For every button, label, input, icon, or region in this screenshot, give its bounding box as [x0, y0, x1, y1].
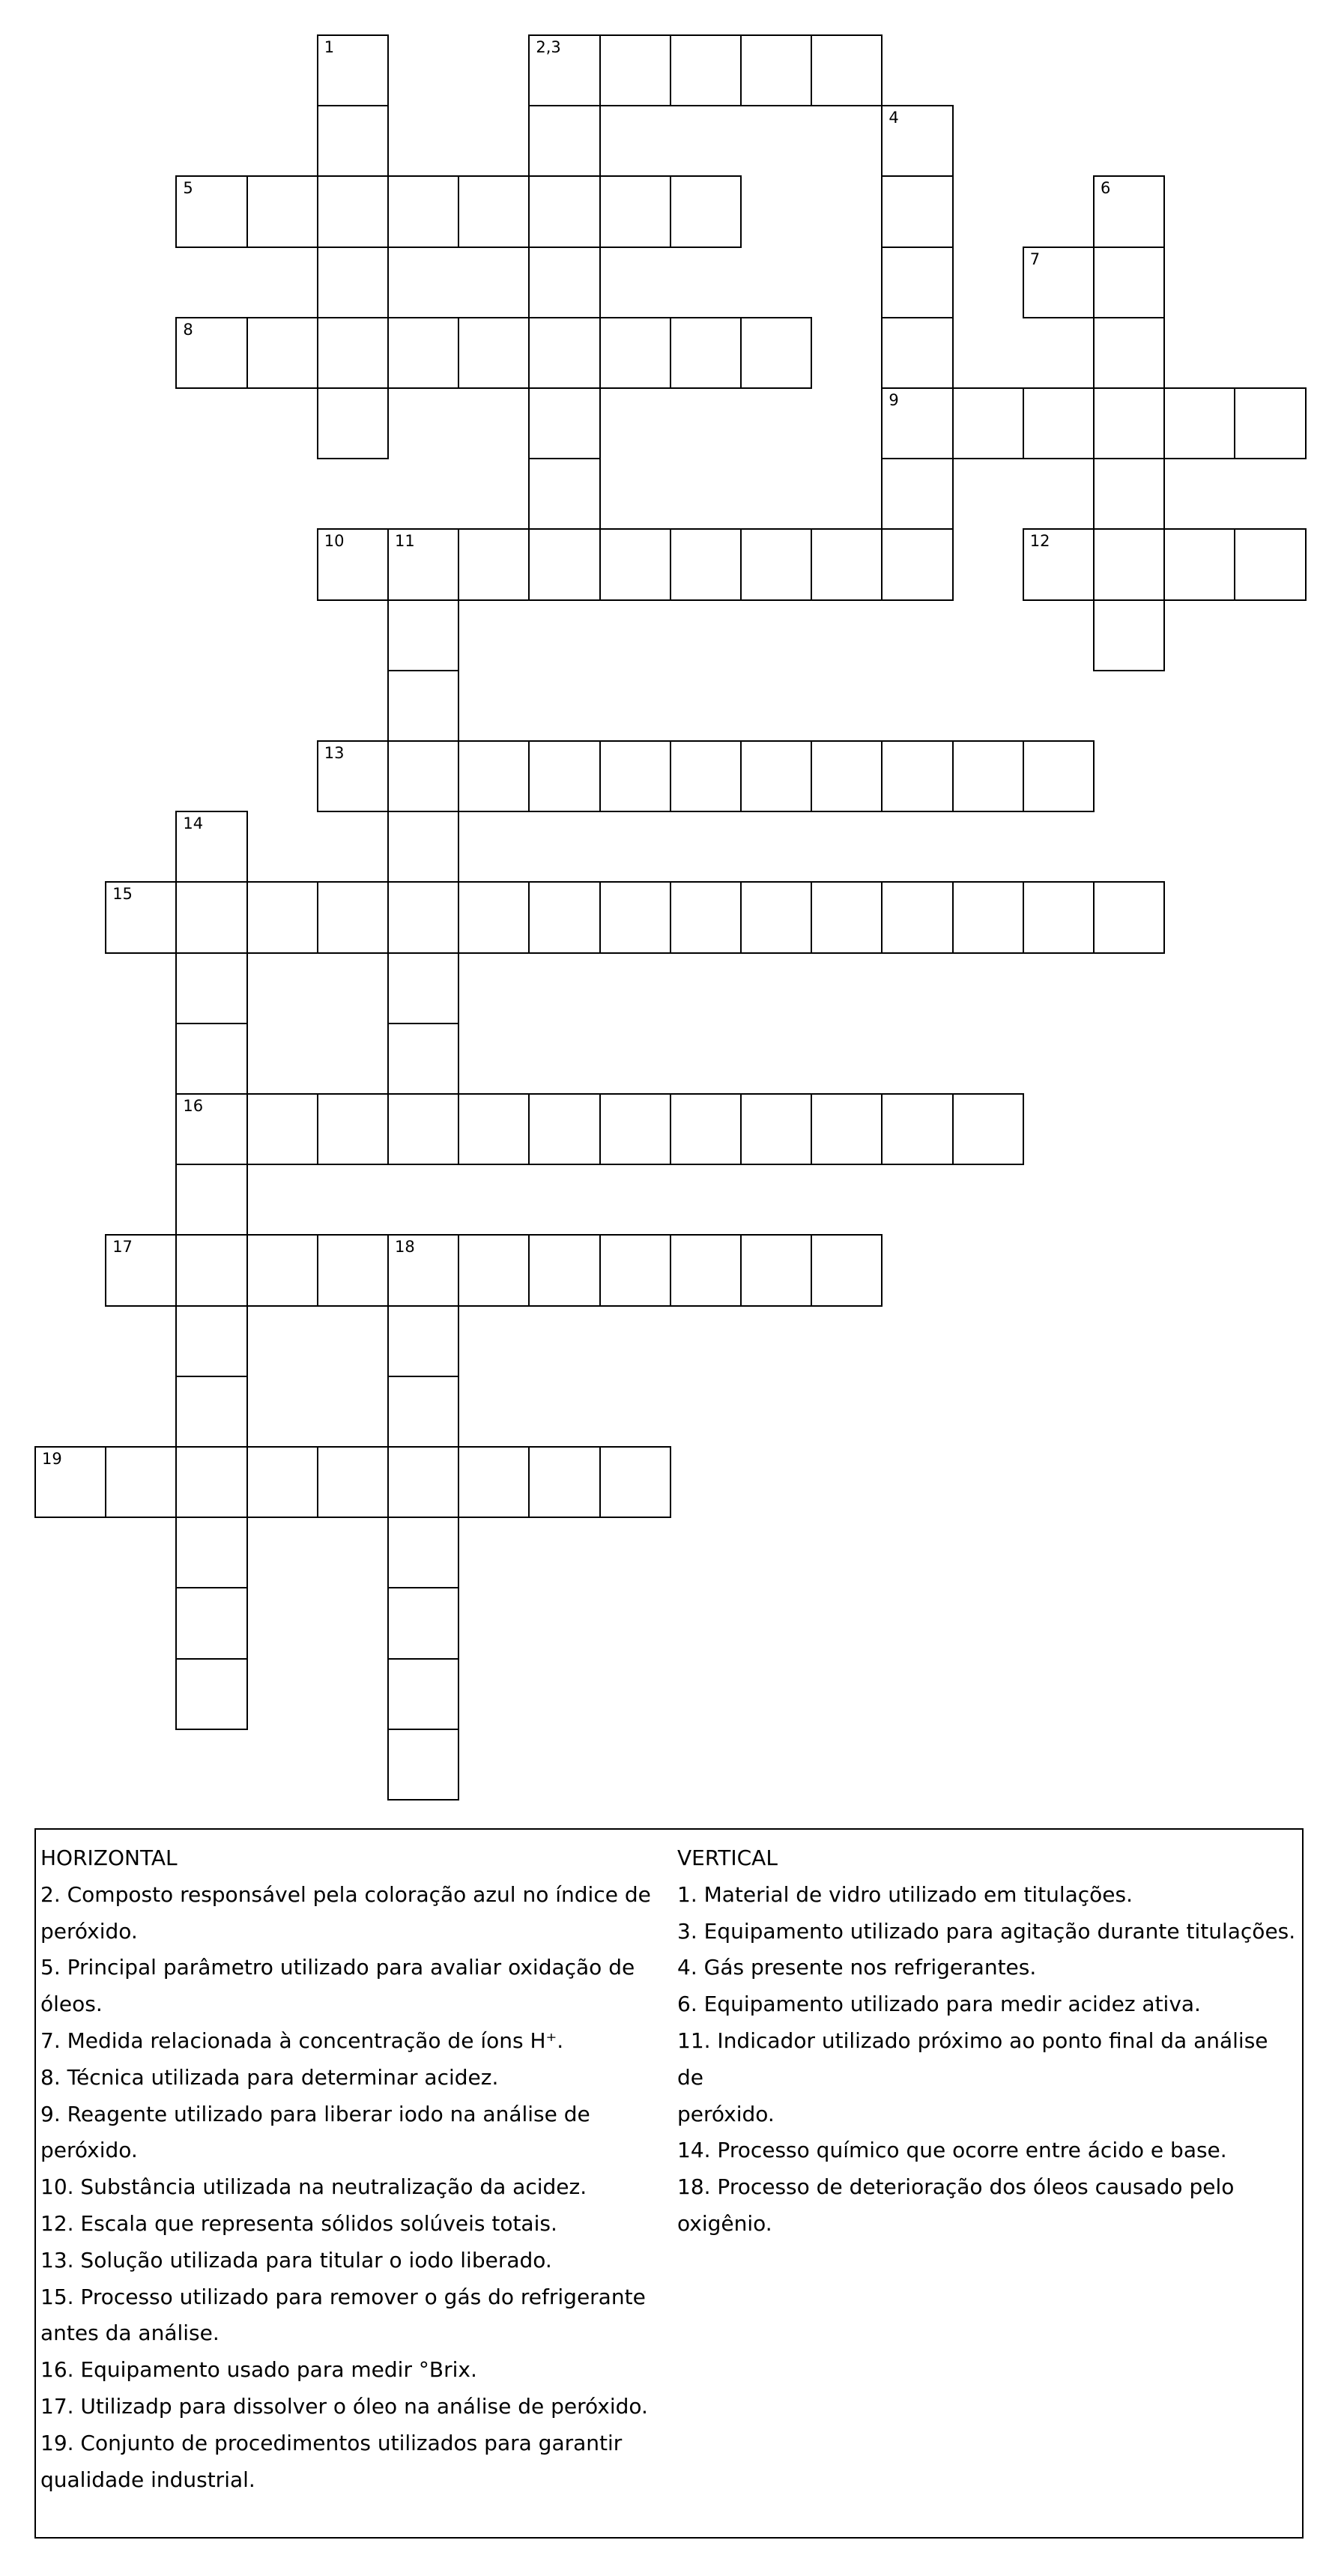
- horizontal-clue-line: 17. Utilizadp para dissolver o óleo na análise de peróxido.: [40, 2393, 648, 2419]
- crossword-cell[interactable]: [387, 952, 459, 1024]
- crossword-cell[interactable]: [670, 1234, 742, 1306]
- crossword-cell[interactable]: [458, 1234, 530, 1306]
- crossword-cell[interactable]: [175, 1164, 247, 1236]
- crossword-cell[interactable]: [1093, 387, 1165, 459]
- crossword-cell[interactable]: [175, 1234, 247, 1306]
- crossword-cell[interactable]: [458, 317, 530, 389]
- clues-box: [34, 1828, 1304, 2539]
- vertical-clue-line: 18. Processo de deterioração dos óleos causado pelo: [677, 2174, 1235, 2200]
- crossword-cell[interactable]: [599, 34, 671, 106]
- clue-number: 8: [183, 320, 193, 339]
- crossword-cell[interactable]: [387, 1093, 459, 1165]
- crossword-cell[interactable]: [175, 1093, 247, 1165]
- vertical-clue-line: 3. Equipamento utilizado para agitação durante titulações.: [677, 1918, 1296, 1944]
- crossword-cell[interactable]: [1023, 881, 1095, 953]
- clue-number: 19: [42, 1450, 62, 1468]
- crossword-cell[interactable]: [952, 1093, 1024, 1165]
- crossword-cell[interactable]: [1093, 599, 1165, 671]
- crossword-cell[interactable]: [317, 1446, 389, 1518]
- crossword-cell[interactable]: [387, 881, 459, 953]
- crossword-cell[interactable]: [387, 1446, 459, 1518]
- crossword-cell[interactable]: [881, 105, 953, 177]
- crossword-cell[interactable]: [387, 1658, 459, 1730]
- crossword-cell[interactable]: [528, 458, 600, 530]
- crossword-cell[interactable]: [458, 740, 530, 812]
- vertical-clue-line: 1. Material de vidro utilizado em titulações.: [677, 1881, 1133, 1907]
- crossword-cell[interactable]: [317, 528, 389, 600]
- crossword-cell[interactable]: [599, 740, 671, 812]
- crossword-cell[interactable]: [317, 387, 389, 459]
- crossword-cell[interactable]: [599, 175, 671, 247]
- crossword-cell[interactable]: [387, 317, 459, 389]
- crossword-cell[interactable]: [387, 528, 459, 600]
- clue-number: 17: [112, 1238, 133, 1257]
- crossword-cell[interactable]: [599, 528, 671, 600]
- crossword-cell[interactable]: [670, 175, 742, 247]
- crossword-cell[interactable]: [175, 952, 247, 1024]
- clue-number: 9: [889, 391, 899, 409]
- clue-number: 14: [183, 814, 204, 833]
- crossword-cell[interactable]: [1093, 881, 1165, 953]
- crossword-cell[interactable]: [246, 881, 318, 953]
- crossword-cell[interactable]: [881, 317, 953, 389]
- crossword-cell[interactable]: [952, 387, 1024, 459]
- vertical-clue-line: 11. Indicador utilizado próximo ao ponto final da análise de: [677, 2028, 1268, 2090]
- crossword-cell[interactable]: [740, 740, 812, 812]
- clue-number: 10: [324, 532, 345, 551]
- crossword-cell[interactable]: [387, 1376, 459, 1448]
- crossword-cell[interactable]: [670, 317, 742, 389]
- crossword-cell[interactable]: [528, 34, 600, 106]
- crossword-cell[interactable]: [740, 317, 812, 389]
- crossword-cell[interactable]: [246, 1446, 318, 1518]
- clue-number: 7: [1029, 250, 1041, 268]
- crossword-cell[interactable]: [670, 528, 742, 600]
- crossword-cell[interactable]: [881, 1093, 953, 1165]
- crossword-cell[interactable]: [175, 317, 247, 389]
- crossword-cell[interactable]: [317, 1093, 389, 1165]
- crossword-cell[interactable]: [387, 740, 459, 812]
- crossword-cell[interactable]: [528, 1234, 600, 1306]
- crossword-cell[interactable]: [458, 1093, 530, 1165]
- clue-number: 4: [889, 109, 899, 127]
- crossword-cell[interactable]: [740, 1093, 812, 1165]
- horizontal-clue-line: 12. Escala que representa sólidos solúveis totais.: [40, 2210, 557, 2236]
- clue-number: 1: [324, 38, 335, 56]
- vertical-clue-line: peróxido.: [677, 2101, 775, 2126]
- clue-number: 2,3: [536, 38, 561, 56]
- horizontal-clue-line: 15. Processo utilizado para remover o gás do refrigerante: [40, 2284, 646, 2309]
- crossword-cell[interactable]: [387, 1305, 459, 1377]
- crossword-cell[interactable]: [599, 317, 671, 389]
- crossword-cell[interactable]: [670, 34, 742, 106]
- horizontal-clue-line: óleos.: [40, 1992, 103, 2017]
- crossword-cell[interactable]: [175, 811, 247, 883]
- crossword-cell[interactable]: [1093, 175, 1165, 247]
- crossword-cell[interactable]: [811, 740, 883, 812]
- clue-number: 6: [1101, 179, 1111, 198]
- crossword-cell[interactable]: [1163, 387, 1235, 459]
- crossword-cell[interactable]: [1234, 387, 1306, 459]
- crossword-cell[interactable]: [175, 1305, 247, 1377]
- crossword-cell[interactable]: [317, 740, 389, 812]
- horizontal-clue-line: 16. Equipamento usado para medir °Brix.: [40, 2357, 477, 2383]
- crossword-cell[interactable]: [387, 599, 459, 671]
- crossword-cell[interactable]: [599, 1093, 671, 1165]
- crossword-cell[interactable]: [317, 105, 389, 177]
- clue-number: 16: [183, 1097, 204, 1115]
- crossword-cell[interactable]: [528, 175, 600, 247]
- crossword-cell[interactable]: [881, 881, 953, 953]
- crossword-cell[interactable]: [881, 387, 953, 459]
- crossword-cell[interactable]: [881, 175, 953, 247]
- crossword-cell[interactable]: [811, 1234, 883, 1306]
- crossword-cell[interactable]: [881, 458, 953, 530]
- crossword-cell[interactable]: [740, 528, 812, 600]
- clue-number: 18: [395, 1238, 415, 1257]
- crossword-cell[interactable]: [458, 528, 530, 600]
- crossword-cell[interactable]: [387, 1587, 459, 1659]
- crossword-cell[interactable]: [528, 740, 600, 812]
- crossword-cell[interactable]: [670, 740, 742, 812]
- crossword-cell[interactable]: [317, 881, 389, 953]
- crossword-cell[interactable]: [387, 1517, 459, 1588]
- crossword-cell[interactable]: [317, 317, 389, 389]
- crossword-cell[interactable]: [34, 1446, 106, 1518]
- crossword-cell[interactable]: [105, 1446, 177, 1518]
- crossword-cell[interactable]: [175, 1446, 247, 1518]
- crossword-cell[interactable]: [952, 881, 1024, 953]
- crossword-cell[interactable]: [599, 1234, 671, 1306]
- crossword-cell[interactable]: [387, 670, 459, 742]
- crossword-cell[interactable]: [387, 1023, 459, 1095]
- horizontal-clue-line: antes da análise.: [40, 2320, 220, 2346]
- vertical-heading: VERTICAL: [677, 1845, 778, 1870]
- crossword-cell[interactable]: [1093, 458, 1165, 530]
- crossword-cell[interactable]: [528, 1446, 600, 1518]
- horizontal-clue-line: 10. Substância utilizada na neutralização da acidez.: [40, 2174, 587, 2200]
- vertical-clues: [677, 1840, 1299, 2243]
- crossword-cell[interactable]: [528, 387, 600, 459]
- crossword-cell[interactable]: [317, 247, 389, 318]
- crossword-cell[interactable]: [246, 317, 318, 389]
- crossword-cell[interactable]: [670, 881, 742, 953]
- crossword-cell[interactable]: [881, 528, 953, 600]
- horizontal-clue-line: 5. Principal parâmetro utilizado para avaliar oxidação de: [40, 1955, 635, 1980]
- crossword-cell[interactable]: [881, 247, 953, 318]
- vertical-clue-line: 4. Gás presente nos refrigerantes.: [677, 1955, 1037, 1980]
- crossword-cell[interactable]: [599, 1446, 671, 1518]
- crossword-cell[interactable]: [1093, 247, 1165, 318]
- crossword-cell[interactable]: [175, 881, 247, 953]
- horizontal-clue-line: peróxido.: [40, 1918, 138, 1944]
- horizontal-heading: HORIZONTAL: [40, 1845, 178, 1870]
- crossword-cell[interactable]: [1234, 528, 1306, 600]
- clue-number: 13: [324, 744, 345, 762]
- crossword-cell[interactable]: [811, 1093, 883, 1165]
- crossword-cell[interactable]: [1023, 247, 1095, 318]
- clue-number: 11: [395, 532, 415, 551]
- crossword-cell[interactable]: [175, 1658, 247, 1730]
- crossword-cell[interactable]: [175, 1023, 247, 1095]
- crossword-cell[interactable]: [175, 1376, 247, 1448]
- horizontal-clue-line: 19. Conjunto de procedimentos utilizados para garantir: [40, 2430, 623, 2455]
- crossword-cell[interactable]: [528, 317, 600, 389]
- crossword-cell[interactable]: [175, 1517, 247, 1588]
- crossword-cell[interactable]: [528, 247, 600, 318]
- horizontal-clue-line: 13. Solução utilizada para titular o iodo liberado.: [40, 2247, 552, 2273]
- crossword-cell[interactable]: [1023, 740, 1095, 812]
- horizontal-clue-line: 8. Técnica utilizada para determinar acidez.: [40, 2064, 499, 2090]
- crossword-cell[interactable]: [175, 1587, 247, 1659]
- horizontal-clue-line: peróxido.: [40, 2138, 138, 2163]
- crossword-cell[interactable]: [458, 881, 530, 953]
- crossword-cell[interactable]: [1023, 387, 1095, 459]
- crossword-cell[interactable]: [811, 528, 883, 600]
- crossword-cell[interactable]: [246, 175, 318, 247]
- horizontal-clue-line: 2. Composto responsável pela coloração azul no índice de: [40, 1881, 651, 1907]
- crossword-cell[interactable]: [317, 175, 389, 247]
- crossword-cell[interactable]: [105, 881, 177, 953]
- crossword-cell[interactable]: [387, 1234, 459, 1306]
- crossword-cell[interactable]: [811, 881, 883, 953]
- crossword-cell[interactable]: [1093, 317, 1165, 389]
- crossword-cell[interactable]: [1093, 528, 1165, 600]
- clue-number: 12: [1029, 532, 1050, 551]
- crossword-cell[interactable]: [246, 1093, 318, 1165]
- clue-number: 15: [112, 885, 133, 904]
- vertical-clue-line: 14. Processo químico que ocorre entre ácido e base.: [677, 2138, 1227, 2163]
- crossword-cell[interactable]: [528, 528, 600, 600]
- horizontal-clue-line: 7. Medida relacionada à concentração de íons H⁺.: [40, 2028, 564, 2053]
- crossword-cell[interactable]: [317, 1234, 389, 1306]
- crossword-cell[interactable]: [670, 1093, 742, 1165]
- crossword-cell[interactable]: [740, 881, 812, 953]
- crossword-cell[interactable]: [528, 1093, 600, 1165]
- horizontal-clues: [40, 1840, 655, 2498]
- crossword-cell[interactable]: [528, 105, 600, 177]
- crossword-cell[interactable]: [387, 175, 459, 247]
- crossword-cell[interactable]: [881, 740, 953, 812]
- crossword-cell[interactable]: [1023, 528, 1095, 600]
- vertical-clue-line: oxigênio.: [677, 2210, 772, 2236]
- crossword-cell[interactable]: [1163, 528, 1235, 600]
- crossword-cell[interactable]: [811, 34, 883, 106]
- crossword-cell[interactable]: [246, 1234, 318, 1306]
- crossword-cell[interactable]: [458, 175, 530, 247]
- crossword-cell[interactable]: [105, 1234, 177, 1306]
- crossword-cell[interactable]: [387, 1729, 459, 1801]
- crossword-cell[interactable]: [458, 1446, 530, 1518]
- crossword-cell[interactable]: [599, 881, 671, 953]
- crossword-cell[interactable]: [528, 881, 600, 953]
- crossword-cell[interactable]: [740, 34, 812, 106]
- crossword-cell[interactable]: [952, 740, 1024, 812]
- crossword-cell[interactable]: [740, 1234, 812, 1306]
- crossword-cell[interactable]: [317, 34, 389, 106]
- crossword-cell[interactable]: [387, 811, 459, 883]
- crossword-cell[interactable]: [175, 175, 247, 247]
- clue-number: 5: [183, 179, 193, 198]
- vertical-clue-line: 6. Equipamento utilizado para medir acidez ativa.: [677, 1992, 1201, 2017]
- horizontal-clue-line: 9. Reagente utilizado para liberar iodo na análise de: [40, 2101, 590, 2126]
- horizontal-clue-line: qualidade industrial.: [40, 2467, 255, 2492]
